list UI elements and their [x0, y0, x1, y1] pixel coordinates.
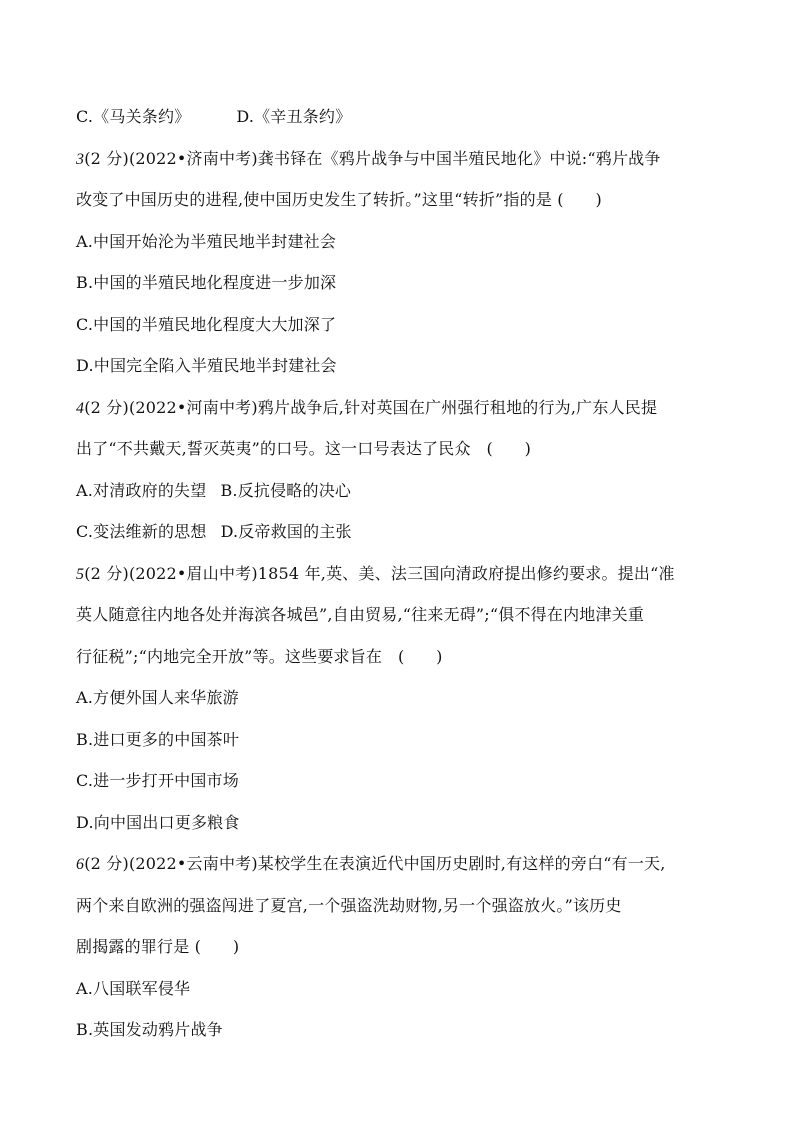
- question-6-line-3: [76, 926, 726, 968]
- question-3-line-2: [76, 179, 726, 221]
- question-4-option-d: D.反帝救国的主张: [220, 522, 352, 541]
- question-5-line-3: [76, 636, 726, 678]
- question-content: [76, 96, 726, 1051]
- question-4-line-2: [76, 428, 726, 470]
- question-3-number: 3: [76, 150, 85, 168]
- question-4-options-cd: [76, 511, 726, 553]
- question-4-option-c: C.变法维新的思想: [76, 522, 207, 541]
- question-6-number: 6: [76, 856, 85, 873]
- question-4-stem-1: (2 分)(2022•河南中考)鸦片战争后,针对英国在广州强行租地的行为,广东人民提: [84, 397, 658, 417]
- question-5-stem-1: (2 分)(2022•眉山中考)1854 年,英、美、法三国向清政府提出修约要求。提出“准: [84, 563, 675, 583]
- question-5-option-a: A.方便外国人来华旅游: [76, 688, 239, 707]
- question-6-stem-3: 剧揭露的罪行是 ( ): [76, 937, 240, 956]
- question-6-line-1: [76, 843, 726, 885]
- question-3-option-c: C.中国的半殖民地化程度大大加深了: [76, 314, 337, 334]
- question-4-line-1: [76, 387, 726, 429]
- question-3-option-d: D.中国完全陷入半殖民地半封建社会: [76, 356, 337, 375]
- question-5-option-b: B.进口更多的中国茶叶: [76, 729, 240, 749]
- question-5-stem-3: 行征税”;“内地完全开放”等。这些要求旨在 ( ): [76, 646, 443, 666]
- question-5-line-1: [76, 553, 726, 595]
- question-6-option-b: B.英国发动鸦片战争: [76, 1020, 223, 1039]
- question-6-option-a: A.八国联军侵华: [76, 978, 191, 998]
- question-4-options-ab: [76, 470, 726, 512]
- question-4-number: 4: [76, 399, 85, 417]
- question-4-option-b: B.反抗侵略的决心: [220, 480, 352, 500]
- question-3-stem-1: (2 分)(2022•济南中考)龚书铎在《鸦片战争与中国半殖民地化》中说:“鸦片战争: [84, 148, 661, 168]
- question-4-option-a: A.对清政府的失望: [76, 480, 207, 500]
- question-5-number: 5: [76, 565, 85, 583]
- option-c-text: C.《马关条约》: [76, 107, 191, 126]
- question-5-option-d: D.向中国出口更多粮食: [76, 812, 240, 832]
- question-3-line-1: [76, 138, 726, 180]
- question-3-stem-2: 改变了中国历史的进程,使中国历史发生了转折。”这里“转折”指的是 ( ): [76, 190, 602, 209]
- question-5-line-2: 英人随意往内地各处并海滨各城邑”,自由贸易,“往来无碍”;“俱不得在内地津关重: [76, 605, 645, 624]
- question-3-option-b: B.中国的半殖民地化程度进一步加深: [76, 273, 337, 292]
- question-6-stem-1: (2 分)(2022•云南中考)某校学生在表演近代中国历史剧时,有这样的旁白“有一天,: [84, 854, 666, 873]
- options-row-prev-question: [76, 96, 726, 138]
- question-6-line-2: 两个来自欧洲的强盗闯进了夏宫,一个强盗洗劫财物,另一个强盗放火。”该历史: [76, 895, 622, 915]
- option-d-text: D.《辛丑条约》: [236, 107, 352, 126]
- question-5-option-c: C.进一步打开中国市场: [76, 771, 239, 790]
- question-4-stem-2: 出了“不共戴天,誓灭英夷”的口号。这一口号表达了民众 ( ): [76, 439, 532, 458]
- question-3-option-a: A.中国开始沦为半殖民地半封建社会: [76, 231, 337, 251]
